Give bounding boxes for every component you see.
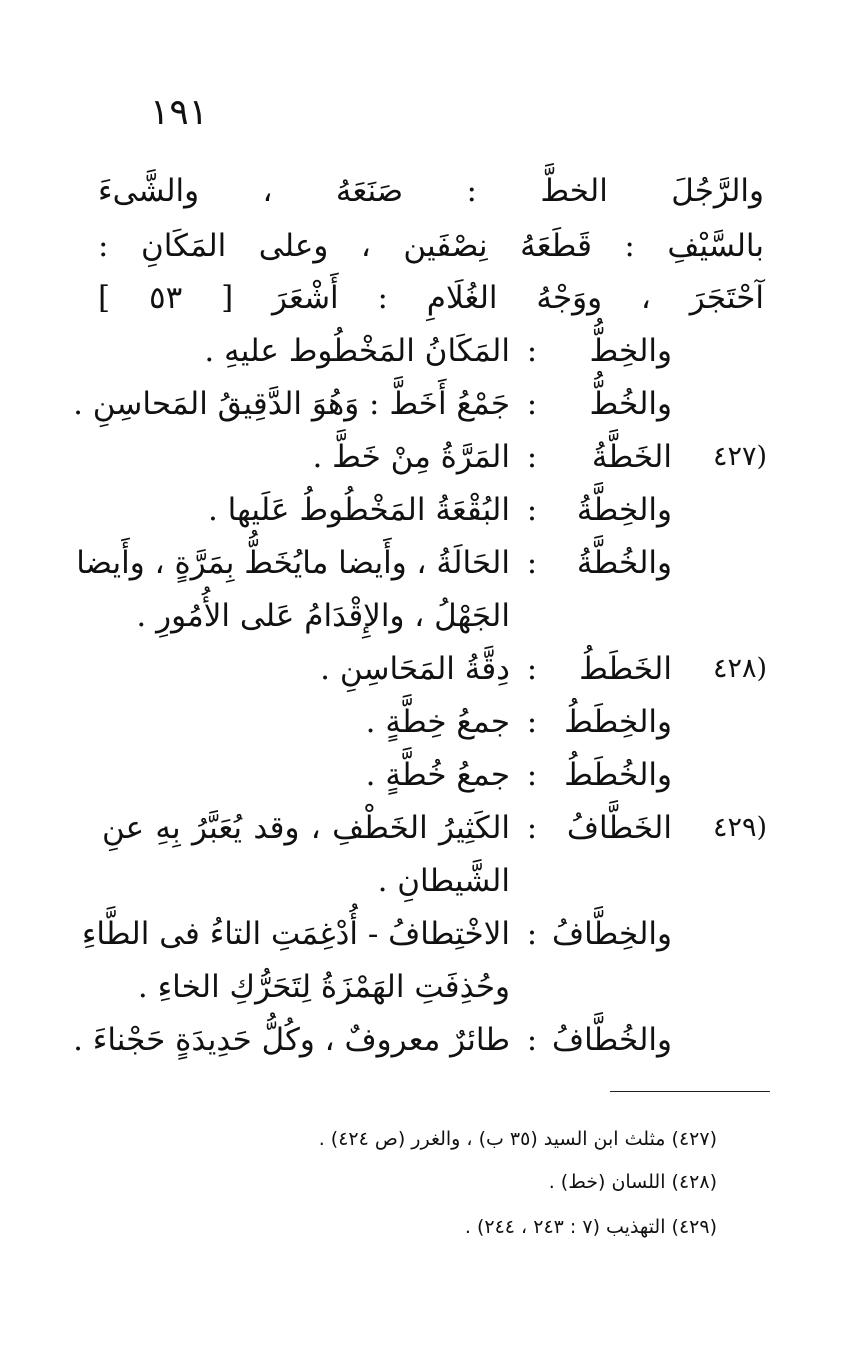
entry-colon: : [526,810,538,846]
entry-definition: طائرٌ معروفٌ ، وكُلُّ حَدِيدَةٍ حَجْناءَ . [73,1022,510,1058]
entry-definition: الكَثِيرُ الخَطْفِ ، وقد يُعَبَّرُ بِهِ عنِ [102,810,510,846]
entry-definition: البُقْعَةُ المَخْطُوطُ عَلَيها . [207,492,510,528]
entry-row [0,906,867,962]
entry-definition: المَرَّةُ مِنْ خَطَّ . [312,439,510,475]
entry-headword: والخُطَّةُ [576,545,672,581]
entry-definition: دِقَّةُ المَحَاسِنِ . [320,651,510,687]
footnote: (٤٢٩) التهذيب (٧ : ٢٤٣ ، ٢٤٤) . [464,1216,717,1238]
entry-colon: : [526,651,538,687]
entry-row-cont [0,959,867,1015]
footnote: (٤٢٧) مثلث ابن السيد (٣٥ ب) ، والغرر (ص ٤٢٤) . [318,1128,717,1150]
entry-colon: : [526,333,538,369]
entry-headword: والخُطُّ [589,386,672,422]
entry-colon: : [526,545,538,581]
entry-colon: : [526,492,538,528]
entry-headword: والخِطَّافُ [551,916,672,952]
entry-number: (٤٢٩ [712,812,767,843]
entry-row [0,535,867,591]
entry-row-cont [0,588,867,644]
entry-definition: جَمْعُ أَخَطَّ : وَهُوَ الدَّقِيقُ المَحاسِنِ . [73,386,510,422]
entry-definition: جمعُ خُطَّةٍ . [365,757,510,793]
entry-headword: الخَطَطُ [579,651,672,687]
entry-row-cont [0,853,867,909]
entry-definition: المَكَانُ المَخْطُوط عليهِ . [204,333,510,369]
entry-colon: : [526,439,538,475]
entry-colon: : [526,1022,538,1058]
entry-row [0,800,867,856]
entry-number: (٤٢٧ [712,441,767,472]
entry-colon: : [526,757,538,793]
entry-headword: والخِطُّ [589,333,672,369]
entry-definition-cont: الشَّيطانِ . [377,863,510,899]
entry-headword: والخِطَّةُ [576,492,672,528]
intro-line-2: بالسَّيْفِ : قَطَعَهُ نِصْفَين ، وعلى المَكَانِ : [98,228,764,264]
entry-headword: والخُطَطُ [564,757,672,793]
entry-definition-cont: وحُذِفَتِ الهَمْزَةُ لِتَحَرُّكِ الخاءِ . [137,969,510,1005]
entry-colon: : [526,916,538,952]
entry-number: (٤٢٨ [712,653,767,684]
intro-line-1: والرَّجُلَ الخطَّ : صَنَعَهُ ، والشَّىءَ [98,173,764,209]
page-number: ١٩١ [150,92,209,133]
footnote: (٤٢٨) اللسان (خط) . [548,1171,717,1193]
entry-row [0,376,867,432]
entry-colon: : [526,704,538,740]
entry-row [0,694,867,750]
entry-headword: والخُطَّافُ [551,1022,672,1058]
entry-headword: الخَطَّافُ [566,810,672,846]
entry-colon: : [526,386,538,422]
entry-definition: الحَالَةُ ، وأَيضا مايُخَطُّ بِمَرَّةٍ ، وأَيضا [76,545,510,581]
entry-headword: والخِطَطُ [564,704,672,740]
entry-row [0,641,867,697]
footnote-divider [610,1091,770,1092]
entry-headword: الخَطَّةُ [591,439,672,475]
intro-line-3: آحْتَجَرَ ، ووَجْهُ الغُلَامِ : أَشْعَرَ [ ٥٣ ] [98,280,764,316]
entry-definition: جمعُ خِطَّةٍ . [365,704,510,740]
entry-row [0,429,867,485]
entry-row [0,482,867,538]
entry-definition-cont: الجَهْلُ ، والإِقْدَامُ عَلى الأُمُورِ . [136,598,510,634]
entry-row [0,747,867,803]
entry-row [0,1012,867,1068]
entry-definition: الاخْتِطافُ - أُدْغِمَتِ التاءُ فى الطَّاءِ [81,916,510,952]
entry-row [0,323,867,379]
